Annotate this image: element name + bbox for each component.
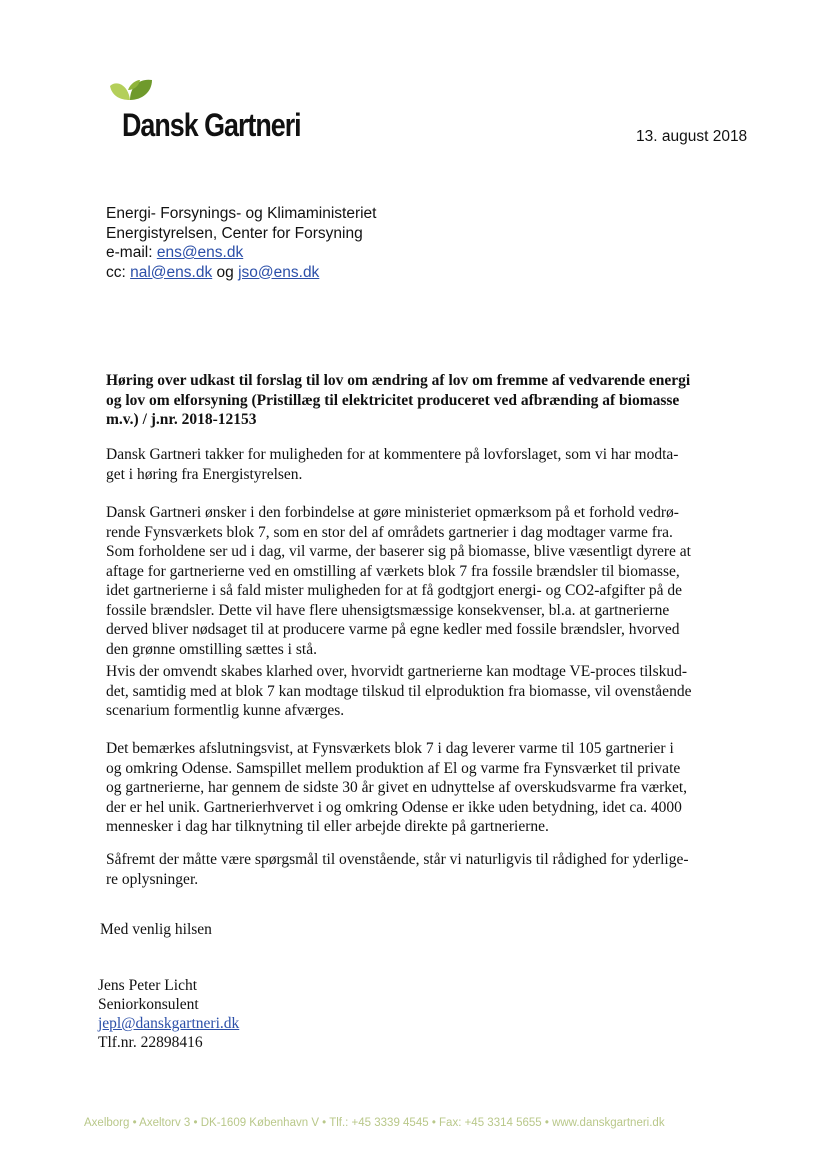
signature-block [98,976,239,1052]
cc-joiner: og [216,263,234,281]
paragraph-2 [106,503,756,659]
letter-subject [106,371,746,430]
text-line: Som forholdene ser ud i dag, vil varme, der baserer sig på biomasse, blive væsentligt dyrere at [106,543,691,560]
text-line: Såfremt der måtte være spørgsmål til ovenstående, står vi naturligvis til rådighed for yderlige- [106,851,689,868]
signer-phone: Tlf.nr. 22898416 [98,1034,203,1051]
recipient-email-link[interactable]: ens@ens.dk [156,244,244,261]
subject-line: m.v.) / j.nr. 2018-12153 [106,411,257,428]
cc-email-link-1[interactable]: nal@ens.dk [130,263,213,281]
signer-email-link[interactable]: jepl@danskgartneri.dk [98,1015,240,1032]
text-line: Dansk Gartneri ønsker i den forbindelse at gøre ministeriet opmærksom på et forhold vedrø- [106,504,679,521]
recipient-line-2: Energistyrelsen, Center for Forsyning [106,224,363,242]
recipient-cc-line [106,263,376,283]
recipient-line-1: Energi- Forsynings- og Klimaministeriet [106,205,377,222]
paragraph-5 [106,850,756,889]
text-line: der er hel unik. Gartnerierhvervet i og omkring Odense er ikke uden betydning, idet ca. 4000 [106,798,682,816]
text-line: get i høring fra Energistyrelsen. [106,465,303,483]
letter-date: 13. august 2018 [636,128,748,145]
text-line: Hvis der omvendt skabes klarhed over, hvorvidt gartnerierne kan modtage VE-proces tilskud- [106,663,688,680]
subject-line: Høring over udkast til forslag til lov om ændring af lov om fremme af vedvarende energi [106,372,691,389]
signer-name: Jens Peter Licht [98,977,198,994]
text-line: Dansk Gartneri takker for muligheden for at kommentere på lovforslaget, som vi har modta- [106,446,679,463]
text-line: den grønne omstilling sættes i stå. [106,640,317,658]
paragraph-1 [106,445,756,484]
letterhead-footer: Axelborg • Axeltorv 3 • DK-1609 København V • Tlf.: +45 3339 4545 • Fax: +45 3314 5655 • www.danskgartneri.dk [84,1117,665,1129]
text-line: Det bemærkes afslutningsvist, at Fynsværkets blok 7 i dag leverer varme til 105 gartnerier i [106,740,674,757]
text-line: det, samtidig med at blok 7 kan modtage tilskud til elproduktion fra biomasse, vil ovenstående [106,682,692,700]
company-logo [106,74,306,144]
logo-wordmark: Dansk Gartneri [122,107,301,143]
text-line: scenarium formentlig kunne afværges. [106,702,345,719]
cc-email-link-2[interactable]: jso@ens.dk [238,263,320,281]
text-line: fossile brændsler. Dette vil have flere uhensigtsmæssige konsekvenser, bl.a. at gartnerierne [106,601,670,619]
text-line: mennesker i dag har tilknytning til eller arbejde direkte på gartnerierne. [106,818,549,835]
text-line: derved bliver nødsaget til at producere varme på egne kedler med fossile brændsler, hvorved [106,621,680,638]
text-line: aftage for gartnerierne ved en omstilling af værkets blok 7 fra fossile brændsler til biomasse, [106,562,680,580]
email-label: e-mail: [106,244,153,261]
text-line: re oplysninger. [106,870,199,888]
recipient-email-line [106,243,376,263]
cc-label: cc: [106,263,126,281]
text-line: og omkring Odense. Samspillet mellem produktion af El og varme fra Fynsværket til private [106,759,681,777]
text-line: og gartnerierne, har gennem de sidste 30 år givet en udnyttelse af overskudsvarme fra værket, [106,779,688,796]
subject-line: og lov om elforsyning (Pristillæg til elektricitet produceret ved afbrænding af biomasse [106,391,680,409]
paragraph-4 [106,739,756,837]
text-line: idet gartnerierne i så fald mister muligheden for at få godtgjort energi- og CO2-afgifter på de [106,582,683,599]
signer-title: Seniorkonsulent [98,996,199,1013]
text-line: rende Fynsværkets blok 7, som en stor del af områdets gartnerier i dag modtager varme fra. [106,523,673,541]
recipient-block [106,204,376,282]
paragraph-3 [106,662,756,721]
closing-greeting: Med venlig hilsen [100,921,212,938]
